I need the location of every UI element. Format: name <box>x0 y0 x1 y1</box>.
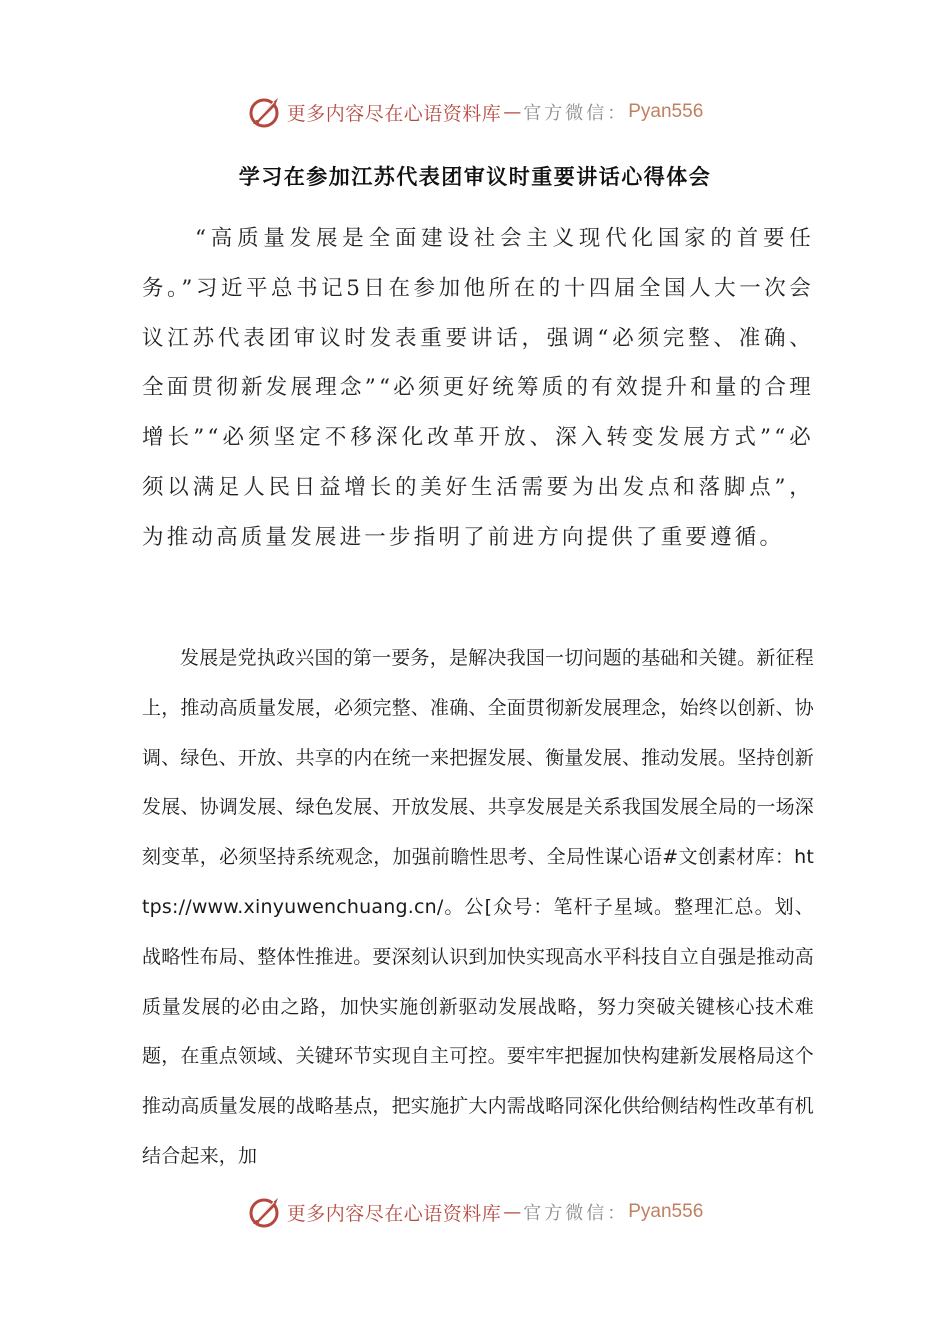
quill-logo-icon <box>247 1194 283 1230</box>
wechat-account: Pyan556 <box>628 1201 704 1222</box>
library-text: 更多内容尽在心语资料库 <box>286 102 502 125</box>
document-title: 学习在参加江苏代表团审议时重要讲话心得体会 <box>238 165 712 189</box>
library-text: 更多内容尽在心语资料库 <box>286 1202 502 1225</box>
wechat-label: 官方微信： <box>523 103 629 124</box>
header-banner <box>0 90 950 134</box>
quill-logo-icon <box>247 94 283 130</box>
paragraph-intro: “高质量发展是全面建设社会主义现代化国家的首要任务。”习近平总书记5日在参加他所在的十四届全国人大一次会议江苏代表团审议时发表重要讲话，强调“必须完整、准确、全面贯彻新发展理念”“必须更好统筹质的有效提升和量的合理增长”“必须坚定不移深化改革开放、深入转变发展方式”“必须以满足人民日益增长的美好生活需要为出发点和落脚点”，为推动高质量发展进一步指明了前进方向提供了重要遵循。 <box>142 226 814 550</box>
wechat-label: 官方微信： <box>523 1203 629 1224</box>
footer-banner <box>0 1190 950 1234</box>
wechat-account: Pyan556 <box>628 101 704 122</box>
paragraph-body: 发展是党执政兴国的第一要务，是解决我国一切问题的基础和关键。新征程上，推动高质量发展，必须完整、准确、全面贯彻新发展理念，始终以创新、协调、绿色、开放、共享的内在统一来把握发展、衡量发展、推动发展。坚持创新发展、协调发展、绿色发展、开放发展、共享发展是关系我国发展全局的一场深刻变革，必须坚持系统观念，加强前瞻性思考、全局性谋心语#文创素材库：https://www.xinyuwenchuang.cn/。公[众号：笔杆子星域。整理汇总。划、战略性布局、整体性推进。要深刻认识到加快实现高水平科技自立自强是推动高质量发展的必由之路，加快实施创新驱动发展战略，努力突破关键核心技术难题，在重点领域、关键环节实现自主可控。要牢牢把握加快构建新发展格局这个推动高质量发展的战略基点，把实施扩大内需战略同深化供给侧结构性改革有机结合起来，加 <box>142 647 815 1167</box>
banner-dash: — <box>503 1201 522 1223</box>
banner-dash: — <box>503 101 522 123</box>
